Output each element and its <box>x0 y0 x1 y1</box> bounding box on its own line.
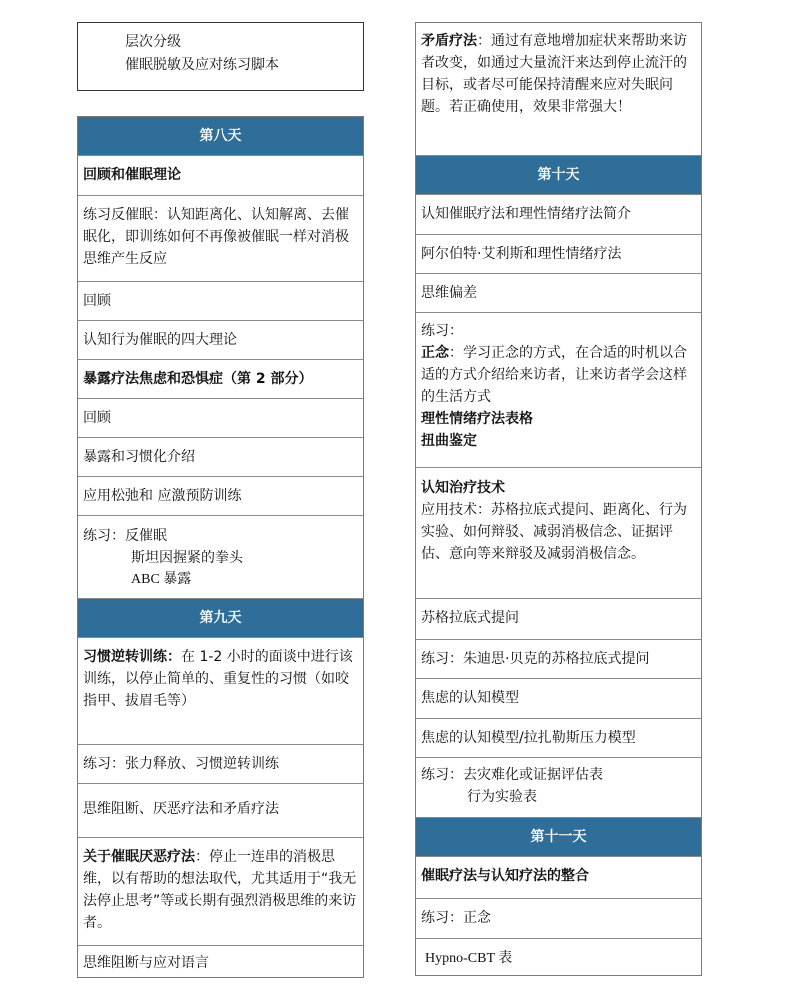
day8-row-exposure-intro: 暴露和习惯化介绍 <box>78 438 363 477</box>
day10-practice-mindfulness <box>421 342 696 408</box>
decatastrophize-line2: 行为实验表 <box>467 789 537 805</box>
day8-practice-line3: ABC 暴露 <box>131 572 192 587</box>
day10-practice-ret-form: 理性情绪疗法表格 <box>421 411 533 427</box>
paradox-bold: 矛盾疗法 <box>421 33 477 49</box>
day10-row-cognitive-tech <box>416 468 701 599</box>
top-box-line2: 催眠脱敏及应对练习脚本 <box>125 57 279 73</box>
day10-row-ellis: 阿尔伯特·艾利斯和理性情绪疗法 <box>416 235 701 274</box>
day10-row-intro: 认知催眠疗法和理性情绪疗法简介 <box>416 195 701 235</box>
day10-row-anxiety-model: 焦虑的认知模型 <box>416 679 701 719</box>
day10-practice-distortion: 扭曲鉴定 <box>421 433 477 449</box>
day10-row-socratic: 苏格拉底式提问 <box>416 599 701 640</box>
day10-row-beck: 练习：朱迪思·贝克的苏格拉底式提问 <box>416 640 701 679</box>
cognitive-tech-title: 认知治疗技术 <box>421 480 505 496</box>
day8-practice-line1: 练习：反催眠 <box>83 528 167 544</box>
day9-habit-text: 在 1-2 小时的面谈中进行该训练，以停止简单的、重复性的习惯（如咬指甲、拔眉毛等） <box>83 649 353 709</box>
right-schedule-table <box>415 22 702 976</box>
day11-row-hypno-cbt <box>416 939 701 977</box>
day9-row-aversion <box>78 838 363 946</box>
day11-header: 第十一天 <box>416 818 701 857</box>
day8-row-relaxation: 应用松弛和 应激预防训练 <box>78 477 363 516</box>
day8-row-review-theory: 回顾和催眠理论 <box>78 156 363 196</box>
day10-row-practice <box>416 313 701 468</box>
cognitive-tech-text: 应用技术：苏格拉底式提问、距离化、行为实验、如何辩驳、减弱消极信念、证据评估、意向等来辩驳及减弱消极信念。 <box>421 502 687 562</box>
day8-row-review-2: 回顾 <box>78 399 363 438</box>
day8-header: 第八天 <box>78 117 363 156</box>
day10-practice-line1: 练习： <box>421 323 463 339</box>
mindfulness-bold: 正念 <box>421 345 449 361</box>
day8-row-exposure: 暴露疗法焦虑和恐惧症（第 2 部分） <box>78 360 363 399</box>
day8-row-four-theories: 认知行为催眠的四大理论 <box>78 321 363 360</box>
day11-row-integration: 催眠疗法与认知疗法的整合 <box>416 857 701 899</box>
paradox-text: ：通过有意地增加症状来帮助来访者改变，如通过大量流汗来达到停止流汗的目标，或者尽可能保持清醒来应对失眠问题。若正确使用，效果非常强大！ <box>421 33 687 115</box>
day9-aversion-bold: 关于催眠厌恶疗法 <box>83 849 195 865</box>
day10-row-lazarus: 焦虑的认知模型/拉扎勒斯压力模型 <box>416 719 701 758</box>
hypno-cbt-text: Hypno-CBT 表 <box>425 951 513 966</box>
day10-header: 第十天 <box>416 156 701 195</box>
day9-row-thought-stopping: 思维阻断、厌恶疗法和矛盾疗法 <box>78 784 363 838</box>
day8-row-anti-hypnosis: 练习反催眠：认知距离化、认知解离、去催眠化，即训练如何不再像被催眠一样对消极思维产生反应 <box>78 196 363 282</box>
day10-row-decatastrophize <box>416 758 701 818</box>
mindfulness-text: ：学习正念的方式，在合适的时机以合适的方式介绍给来访者，让来访者学会这样的生活方式 <box>421 345 687 405</box>
day9-row-coping: 思维阻断与应对语言 <box>83 955 209 971</box>
day8-row-review: 回顾 <box>78 282 363 321</box>
day8-practice-line2: 斯坦因握紧的拳头 <box>131 550 243 566</box>
day9-row-habit-reversal <box>78 638 363 745</box>
day10-row-bias: 思维偏差 <box>416 274 701 313</box>
top-box-line1: 层次分级 <box>125 34 181 50</box>
day11-row-mindfulness: 练习：正念 <box>416 899 701 939</box>
day8-row-practice <box>78 516 363 599</box>
day9-habit-bold: 习惯逆转训练： <box>83 649 181 665</box>
day9-row-practice: 练习：张力释放、习惯逆转训练 <box>78 745 363 784</box>
decatastrophize-line1: 练习：去灾难化或证据评估表 <box>421 767 603 783</box>
day9-aversion-text: ：停止一连串的消极思维，以有帮助的想法取代，尤其适用于“我无法停止思考”等或长期有强烈消极思维的来访者。 <box>83 849 357 931</box>
day9-header: 第九天 <box>78 599 363 638</box>
top-box <box>77 22 364 91</box>
left-schedule-table <box>77 116 364 978</box>
right-row-paradox <box>416 23 701 156</box>
